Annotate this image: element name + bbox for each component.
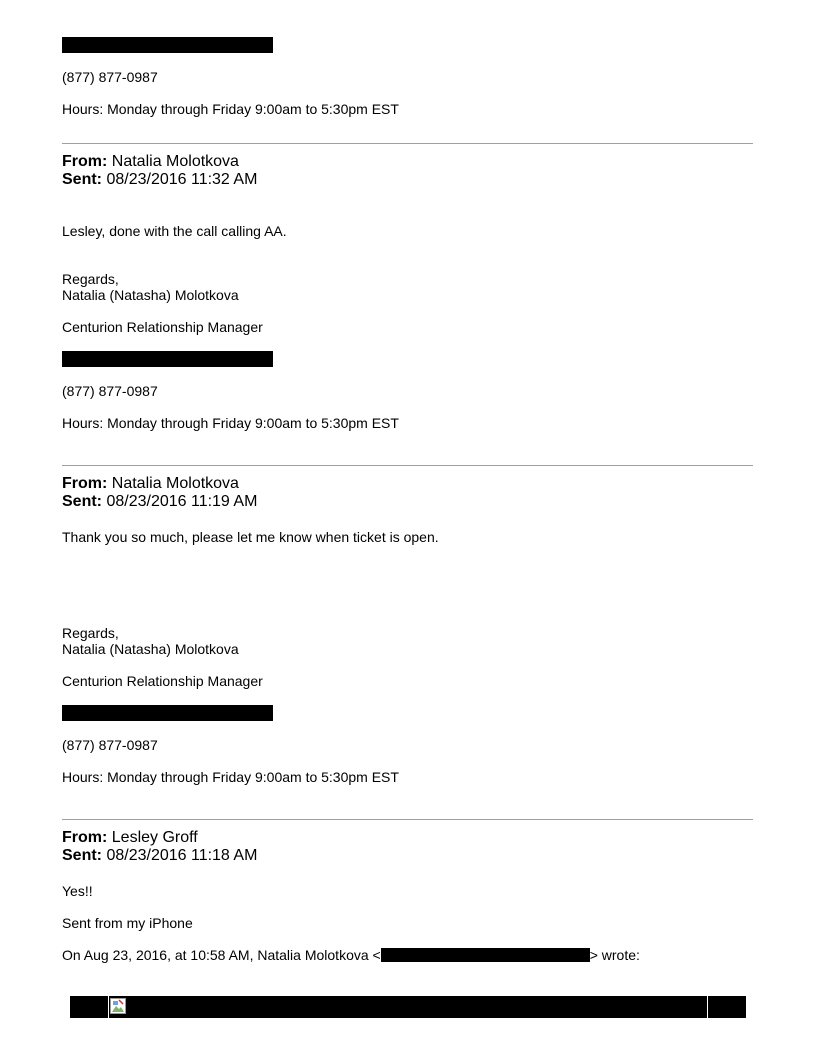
broken-image-icon — [110, 998, 126, 1014]
from-line — [62, 475, 239, 493]
message-body: Thank you so much, please let me know when ticket is open. — [62, 529, 439, 545]
sent-line — [62, 493, 257, 511]
office-hours: Hours: Monday through Friday 9:00am to 5:30pm EST — [62, 769, 399, 785]
from-label: From: — [62, 829, 108, 846]
phone-number: (877) 877-0987 — [62, 383, 158, 399]
signature-regards: Regards, — [62, 625, 119, 641]
quote-suffix: > wrote: — [589, 947, 640, 963]
sent-value: 08/23/2016 11:19 AM — [106, 493, 258, 510]
sent-label: Sent: — [62, 171, 102, 188]
from-value: Lesley Groff — [111, 829, 198, 846]
sent-line — [62, 171, 257, 189]
signature-title: Centurion Relationship Manager — [62, 673, 263, 689]
from-line — [62, 829, 198, 847]
redacted-block — [62, 37, 273, 53]
signature-regards: Regards, — [62, 271, 119, 287]
sent-label: Sent: — [62, 493, 102, 510]
quote-header — [62, 947, 640, 963]
signature-name: Natalia (Natasha) Molotkova — [62, 641, 239, 657]
from-label: From: — [62, 153, 108, 170]
divider — [62, 819, 753, 820]
device-signature: Sent from my iPhone — [62, 915, 193, 931]
from-value: Natalia Molotkova — [111, 475, 239, 492]
message-body: Yes!! — [62, 883, 93, 899]
redacted-block — [62, 705, 273, 721]
divider — [707, 996, 708, 1018]
from-value: Natalia Molotkova — [111, 153, 239, 170]
sent-line — [62, 847, 257, 865]
phone-number: (877) 877-0987 — [62, 737, 158, 753]
redacted-email — [381, 948, 590, 962]
sent-label: Sent: — [62, 847, 102, 864]
divider — [62, 465, 753, 466]
sent-value: 08/23/2016 11:32 AM — [106, 171, 258, 188]
signature-title: Centurion Relationship Manager — [62, 319, 263, 335]
sent-value: 08/23/2016 11:18 AM — [106, 847, 258, 864]
office-hours: Hours: Monday through Friday 9:00am to 5:30pm EST — [62, 415, 399, 431]
signature-name: Natalia (Natasha) Molotkova — [62, 287, 239, 303]
redacted-block — [62, 351, 273, 367]
from-line — [62, 153, 239, 171]
quote-prefix: On Aug 23, 2016, at 10:58 AM, Natalia Molotkova < — [62, 947, 381, 963]
from-label: From: — [62, 475, 108, 492]
office-hours: Hours: Monday through Friday 9:00am to 5:30pm EST — [62, 101, 399, 117]
redacted-footer-bar — [70, 996, 746, 1018]
divider — [62, 143, 753, 144]
message-body: Lesley, done with the call calling AA. — [62, 223, 287, 239]
divider — [108, 996, 109, 1018]
phone-number: (877) 877-0987 — [62, 69, 158, 85]
